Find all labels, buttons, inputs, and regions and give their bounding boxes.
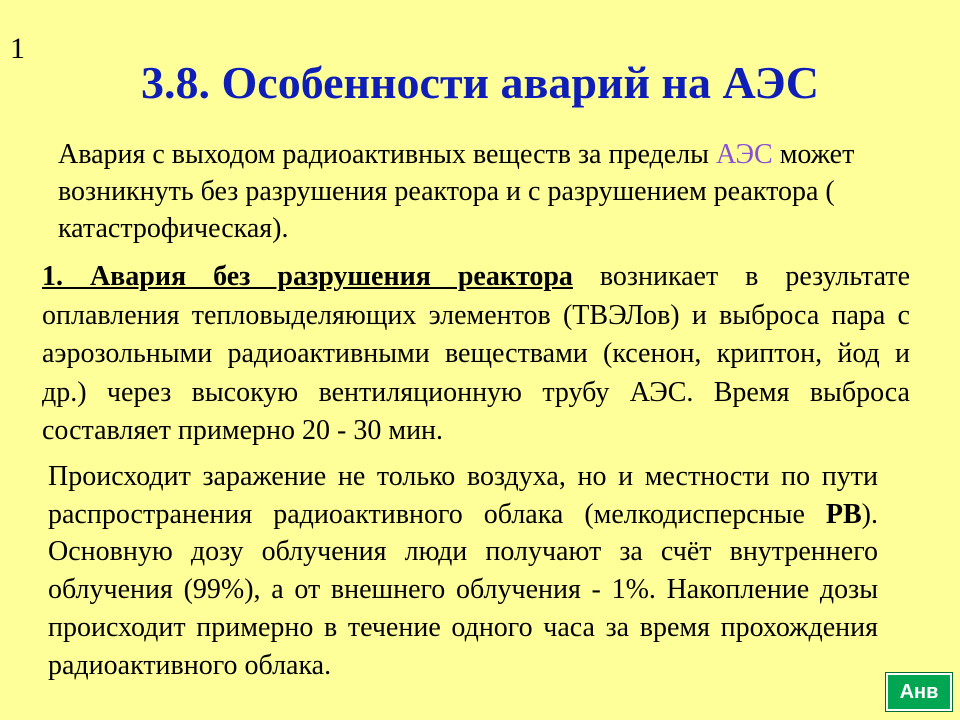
intro-paragraph [58, 136, 898, 247]
section-1-text: возникает в результате оплавления тепловыделяющих элементов (ТВЭЛов) и выброса пара с аэрозольными радиоактивными веществами (ксенон, криптон, йод и др.) через высокую вентиляционную трубу АЭС. Время выброса составляет примерно 20 - 30 мин. [42, 261, 910, 446]
nav-button[interactable]: Анв [886, 673, 952, 711]
slide-number: 1 [10, 32, 25, 65]
intro-text-before: Авария с выходом радиоактивных веществ за пределы [58, 139, 716, 170]
paragraph-2-bold: РВ [825, 498, 862, 530]
section-1-paragraph [42, 258, 910, 451]
section-1-heading: 1. Авария без разрушения реактора [42, 261, 573, 292]
intro-accent: АЭС [716, 139, 773, 170]
intro-text-after: может возникнуть без разрушения реактора и с разрушением реактора ( катастрофическая). [58, 139, 855, 244]
slide-title: 3.8. Особенности аварий на АЭС [141, 57, 819, 108]
paragraph-2-text-before: Происходит заражение не только воздуха, но и местности по пути распространения радиоактивного облака (мелкодисперсные [48, 461, 878, 530]
contamination-paragraph [48, 458, 878, 684]
paragraph-2-text-after: ). Основную дозу облучения люди получают за счёт внутреннего облучения (99%), а от внешнего облучения - 1%. Накопление дозы происходит примерно в течение одного часа за время прохождения радиоактивного облака. [48, 498, 878, 681]
